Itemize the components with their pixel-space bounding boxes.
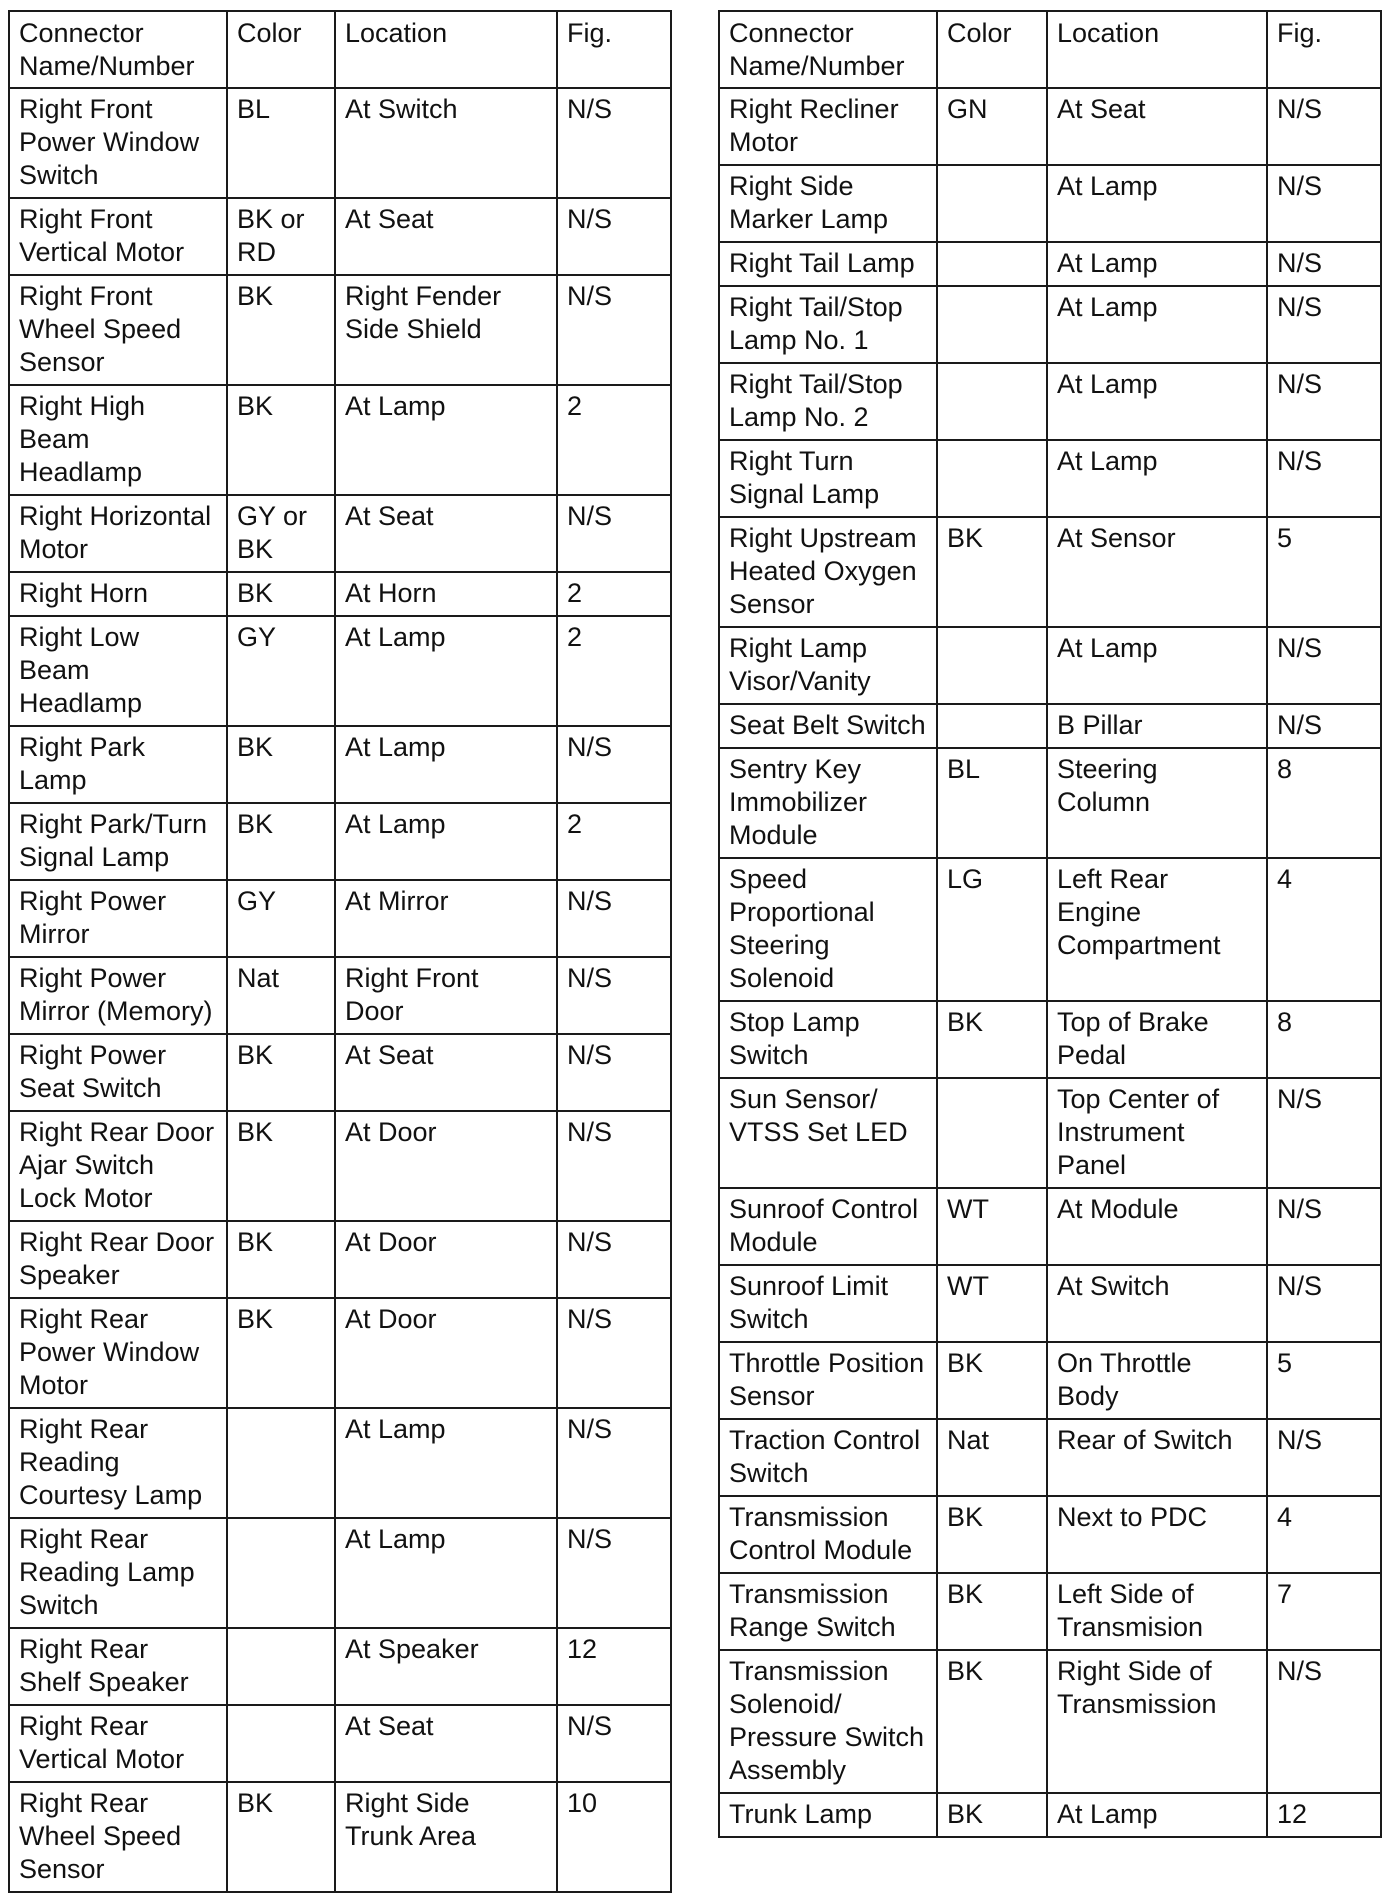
location-cell: Right Fender Side Shield (335, 275, 557, 385)
table-row (719, 88, 1381, 165)
connector-name-cell: Stop Lamp Switch (719, 1001, 937, 1078)
color-cell (937, 704, 1047, 748)
location-cell: At Lamp (335, 726, 557, 803)
fig-cell: 12 (1267, 1793, 1381, 1837)
color-cell: BK (227, 1298, 335, 1408)
location-cell: At Lamp (335, 1518, 557, 1628)
color-cell: BK (227, 1111, 335, 1221)
header-connector-name: Connector Name/Number (9, 11, 227, 88)
color-cell: BK (227, 572, 335, 616)
fig-cell: 10 (557, 1782, 671, 1892)
table-header-row (719, 11, 1381, 88)
connector-name-cell: Trunk Lamp (719, 1793, 937, 1837)
location-cell: Next to PDC (1047, 1496, 1267, 1573)
header-location: Location (1047, 11, 1267, 88)
header-fig: Fig. (1267, 11, 1381, 88)
table-row (9, 495, 671, 572)
fig-cell: N/S (1267, 363, 1381, 440)
location-cell: At Mirror (335, 880, 557, 957)
fig-cell: N/S (557, 88, 671, 198)
connector-name-cell: Right Park Lamp (9, 726, 227, 803)
fig-cell: N/S (1267, 88, 1381, 165)
fig-cell: N/S (557, 495, 671, 572)
color-cell (937, 242, 1047, 286)
location-cell: At Lamp (1047, 165, 1267, 242)
connector-name-cell: Right Low Beam Headlamp (9, 616, 227, 726)
location-cell: At Door (335, 1298, 557, 1408)
table-row (719, 1419, 1381, 1496)
fig-cell: N/S (1267, 286, 1381, 363)
table-row (719, 858, 1381, 1001)
connector-name-cell: Sentry Key Immobilizer Module (719, 748, 937, 858)
connector-name-cell: Right Power Seat Switch (9, 1034, 227, 1111)
connector-name-cell: Sun Sensor/ VTSS Set LED (719, 1078, 937, 1188)
location-cell: Right Front Door (335, 957, 557, 1034)
connector-name-cell: Right Rear Shelf Speaker (9, 1628, 227, 1705)
fig-cell: N/S (557, 275, 671, 385)
table-row (9, 275, 671, 385)
connector-name-cell: Right Tail Lamp (719, 242, 937, 286)
connector-name-cell: Right Rear Door Speaker (9, 1221, 227, 1298)
color-cell (937, 440, 1047, 517)
connector-name-cell: Sunroof Limit Switch (719, 1265, 937, 1342)
table-row (9, 1782, 671, 1892)
connector-name-cell: Right High Beam Headlamp (9, 385, 227, 495)
color-cell: BK (937, 1001, 1047, 1078)
color-cell: WT (937, 1188, 1047, 1265)
color-cell: BL (227, 88, 335, 198)
fig-cell: N/S (1267, 1650, 1381, 1793)
color-cell: BK (227, 385, 335, 495)
connector-name-cell: Right Lamp Visor/Vanity (719, 627, 937, 704)
color-cell: BK (937, 1793, 1047, 1837)
table-row (9, 198, 671, 275)
fig-cell: N/S (1267, 165, 1381, 242)
fig-cell: N/S (557, 198, 671, 275)
color-cell: BK (227, 1034, 335, 1111)
table-body-left (9, 88, 671, 1892)
table-row (9, 88, 671, 198)
color-cell: GY or BK (227, 495, 335, 572)
location-cell: At Seat (335, 1034, 557, 1111)
fig-cell: N/S (1267, 1078, 1381, 1188)
color-cell: BK (227, 1221, 335, 1298)
location-cell: At Lamp (1047, 440, 1267, 517)
table-row (9, 726, 671, 803)
table-row (719, 517, 1381, 627)
location-cell: At Seat (335, 495, 557, 572)
header-connector-name: Connector Name/Number (719, 11, 937, 88)
table-row (9, 616, 671, 726)
color-cell: GY (227, 880, 335, 957)
color-cell (937, 165, 1047, 242)
connector-name-cell: Right Rear Power Window Motor (9, 1298, 227, 1408)
table-row (719, 440, 1381, 517)
location-cell: At Seat (1047, 88, 1267, 165)
color-cell (227, 1408, 335, 1518)
location-cell: At Switch (1047, 1265, 1267, 1342)
location-cell: Steering Column (1047, 748, 1267, 858)
location-cell: On Throttle Body (1047, 1342, 1267, 1419)
location-cell: At Horn (335, 572, 557, 616)
fig-cell: N/S (1267, 704, 1381, 748)
fig-cell: N/S (557, 1111, 671, 1221)
color-cell: Nat (227, 957, 335, 1034)
fig-cell: 2 (557, 572, 671, 616)
connector-name-cell: Right Rear Vertical Motor (9, 1705, 227, 1782)
connector-name-cell: Sunroof Control Module (719, 1188, 937, 1265)
table-row (719, 165, 1381, 242)
color-cell: BK (227, 726, 335, 803)
header-location: Location (335, 11, 557, 88)
color-cell (937, 286, 1047, 363)
location-cell: Rear of Switch (1047, 1419, 1267, 1496)
location-cell: At Lamp (1047, 627, 1267, 704)
table-row (9, 1628, 671, 1705)
location-cell: At Lamp (1047, 242, 1267, 286)
connector-name-cell: Traction Control Switch (719, 1419, 937, 1496)
location-cell: At Door (335, 1221, 557, 1298)
color-cell: BK (937, 1496, 1047, 1573)
location-cell: At Lamp (335, 616, 557, 726)
location-cell: Left Side of Transmision (1047, 1573, 1267, 1650)
connector-table-left (8, 10, 672, 1893)
location-cell: Left Rear Engine Compartment (1047, 858, 1267, 1001)
location-cell: At Lamp (1047, 286, 1267, 363)
fig-cell: 8 (1267, 1001, 1381, 1078)
fig-cell: 5 (1267, 1342, 1381, 1419)
color-cell: BK or RD (227, 198, 335, 275)
table-row (719, 1188, 1381, 1265)
table-row (9, 803, 671, 880)
connector-name-cell: Right Rear Reading Lamp Switch (9, 1518, 227, 1628)
connector-name-cell: Right Recliner Motor (719, 88, 937, 165)
connector-name-cell: Right Rear Wheel Speed Sensor (9, 1782, 227, 1892)
table-row (9, 1408, 671, 1518)
location-cell: Right Side of Transmission (1047, 1650, 1267, 1793)
table-header-row (9, 11, 671, 88)
location-cell: At Lamp (335, 1408, 557, 1518)
location-cell: Right Side Trunk Area (335, 1782, 557, 1892)
connector-name-cell: Right Turn Signal Lamp (719, 440, 937, 517)
connector-name-cell: Right Front Vertical Motor (9, 198, 227, 275)
table-row (9, 1298, 671, 1408)
fig-cell: N/S (1267, 1265, 1381, 1342)
location-cell: At Lamp (335, 385, 557, 495)
table-row (9, 1221, 671, 1298)
table-row (9, 1518, 671, 1628)
table-row (719, 1793, 1381, 1837)
fig-cell: N/S (557, 1298, 671, 1408)
connector-name-cell: Transmission Solenoid/ Pressure Switch Assembly (719, 1650, 937, 1793)
fig-cell: N/S (557, 726, 671, 803)
connector-name-cell: Right Rear Reading Courtesy Lamp (9, 1408, 227, 1518)
color-cell: BK (227, 275, 335, 385)
location-cell: At Switch (335, 88, 557, 198)
location-cell: At Lamp (1047, 363, 1267, 440)
connector-name-cell: Right Side Marker Lamp (719, 165, 937, 242)
fig-cell: N/S (1267, 1188, 1381, 1265)
table-row (719, 1001, 1381, 1078)
table-row (9, 957, 671, 1034)
color-cell: BK (937, 1573, 1047, 1650)
fig-cell: N/S (1267, 627, 1381, 704)
color-cell: Nat (937, 1419, 1047, 1496)
fig-cell: 8 (1267, 748, 1381, 858)
location-cell: At Door (335, 1111, 557, 1221)
connector-name-cell: Right Upstream Heated Oxygen Sensor (719, 517, 937, 627)
color-cell (227, 1705, 335, 1782)
fig-cell: N/S (557, 1034, 671, 1111)
connector-name-cell: Right Horizontal Motor (9, 495, 227, 572)
connector-name-cell: Right Park/Turn Signal Lamp (9, 803, 227, 880)
table-row (9, 1705, 671, 1782)
color-cell: GY (227, 616, 335, 726)
color-cell: BK (937, 1650, 1047, 1793)
header-color: Color (227, 11, 335, 88)
table-row (9, 1111, 671, 1221)
connector-name-cell: Transmission Control Module (719, 1496, 937, 1573)
table-row (719, 1342, 1381, 1419)
color-cell: BK (227, 803, 335, 880)
table-row (719, 1078, 1381, 1188)
location-cell: At Lamp (335, 803, 557, 880)
color-cell (227, 1518, 335, 1628)
connector-name-cell: Right Front Wheel Speed Sensor (9, 275, 227, 385)
table-row (719, 748, 1381, 858)
fig-cell: 2 (557, 803, 671, 880)
connector-name-cell: Transmission Range Switch (719, 1573, 937, 1650)
fig-cell: 2 (557, 616, 671, 726)
connector-name-cell: Right Rear Door Ajar Switch Lock Motor (9, 1111, 227, 1221)
color-cell (937, 627, 1047, 704)
connector-name-cell: Speed Proportional Steering Solenoid (719, 858, 937, 1001)
table-row (9, 572, 671, 616)
fig-cell: 5 (1267, 517, 1381, 627)
location-cell: Top of Brake Pedal (1047, 1001, 1267, 1078)
connector-name-cell: Right Horn (9, 572, 227, 616)
table-row (719, 242, 1381, 286)
table-row (719, 1496, 1381, 1573)
connector-name-cell: Right Power Mirror (Memory) (9, 957, 227, 1034)
fig-cell: 4 (1267, 1496, 1381, 1573)
header-color: Color (937, 11, 1047, 88)
fig-cell: N/S (557, 957, 671, 1034)
color-cell: BK (937, 517, 1047, 627)
table-row (9, 880, 671, 957)
connector-name-cell: Right Tail/Stop Lamp No. 1 (719, 286, 937, 363)
connector-name-cell: Seat Belt Switch (719, 704, 937, 748)
header-fig: Fig. (557, 11, 671, 88)
connector-name-cell: Right Power Mirror (9, 880, 227, 957)
color-cell: BK (227, 1782, 335, 1892)
fig-cell: 12 (557, 1628, 671, 1705)
location-cell: At Sensor (1047, 517, 1267, 627)
table-row (719, 286, 1381, 363)
color-cell: BL (937, 748, 1047, 858)
fig-cell: 7 (1267, 1573, 1381, 1650)
location-cell: B Pillar (1047, 704, 1267, 748)
connector-name-cell: Throttle Position Sensor (719, 1342, 937, 1419)
fig-cell: N/S (1267, 440, 1381, 517)
location-cell: At Module (1047, 1188, 1267, 1265)
location-cell: At Seat (335, 198, 557, 275)
table-row (719, 704, 1381, 748)
color-cell: WT (937, 1265, 1047, 1342)
color-cell (937, 1078, 1047, 1188)
color-cell: BK (937, 1342, 1047, 1419)
connector-name-cell: Right Front Power Window Switch (9, 88, 227, 198)
fig-cell: 4 (1267, 858, 1381, 1001)
fig-cell: N/S (1267, 1419, 1381, 1496)
table-row (719, 1650, 1381, 1793)
fig-cell: N/S (557, 1221, 671, 1298)
connector-table-right (718, 10, 1382, 1838)
table-row (719, 627, 1381, 704)
location-cell: At Seat (335, 1705, 557, 1782)
fig-cell: N/S (1267, 242, 1381, 286)
fig-cell: N/S (557, 880, 671, 957)
location-cell: Top Center of Instrument Panel (1047, 1078, 1267, 1188)
table-row (719, 1265, 1381, 1342)
location-cell: At Speaker (335, 1628, 557, 1705)
color-cell: LG (937, 858, 1047, 1001)
fig-cell: 2 (557, 385, 671, 495)
fig-cell: N/S (557, 1408, 671, 1518)
connector-name-cell: Right Tail/Stop Lamp No. 2 (719, 363, 937, 440)
fig-cell: N/S (557, 1518, 671, 1628)
table-row (719, 1573, 1381, 1650)
table-row (9, 1034, 671, 1111)
table-row (719, 363, 1381, 440)
color-cell (937, 363, 1047, 440)
color-cell: GN (937, 88, 1047, 165)
location-cell: At Lamp (1047, 1793, 1267, 1837)
table-row (9, 385, 671, 495)
fig-cell: N/S (557, 1705, 671, 1782)
color-cell (227, 1628, 335, 1705)
table-body-right (719, 88, 1381, 1837)
